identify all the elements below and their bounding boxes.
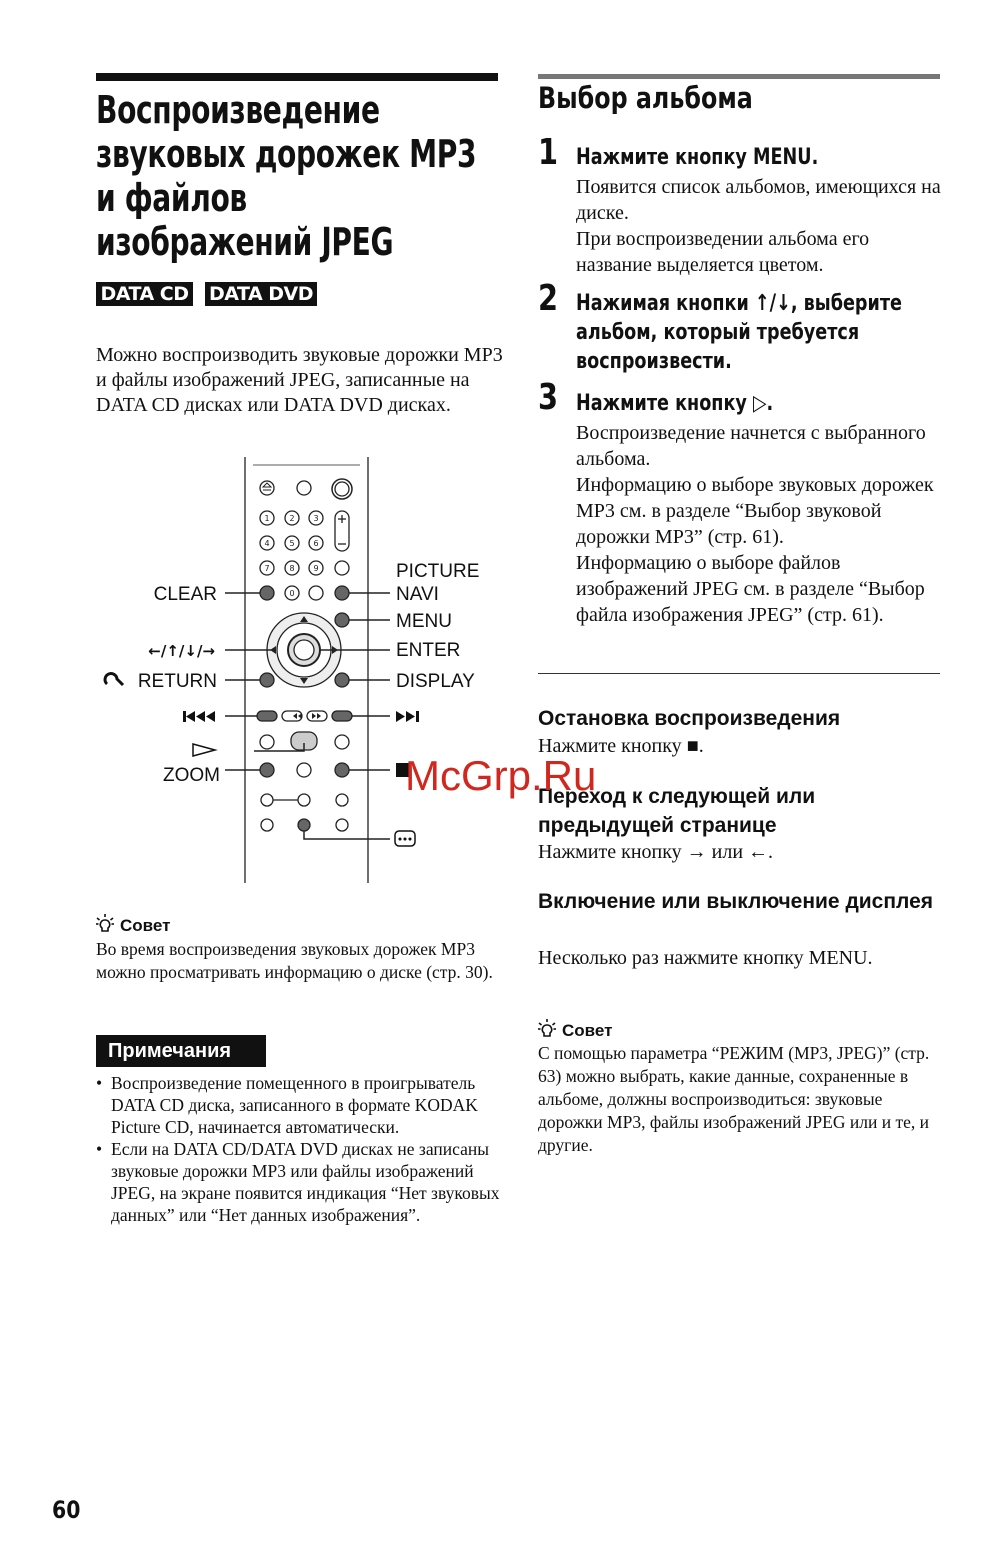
label-menu: MENU bbox=[396, 611, 452, 632]
next-track-icon bbox=[396, 711, 419, 722]
title-line: изображений JPEG bbox=[96, 220, 394, 264]
section-rule bbox=[538, 74, 940, 79]
label-enter: ENTER bbox=[396, 640, 461, 661]
tip-text: Во время воспроизведения звуковых дорожек MP3 можно просматривать информацию о диске (стр. 30). bbox=[96, 939, 493, 982]
clear-button bbox=[260, 586, 274, 600]
step-body bbox=[576, 174, 946, 278]
digit-label: 8 bbox=[289, 564, 295, 573]
watermark: McGrp.Ru bbox=[405, 752, 597, 799]
page-number: 60 bbox=[52, 1496, 81, 1524]
tip-text: С помощью параметра “РЕЖИМ (MP3, JPEG)” (стр. 63) можно выбрать, какие данные, сохраненные в альбоме, должны воспроизводиться: звуковые дорожки MP3, файлы изображений JPEG или и те, и другие. bbox=[538, 1043, 930, 1155]
step-paragraph: Воспроизведение начнется с выбранного альбома. bbox=[576, 422, 926, 470]
subsection-body-stop: Нажмите кнопку ■. bbox=[538, 735, 704, 757]
page-title bbox=[96, 88, 476, 264]
digit-label: 2 bbox=[289, 514, 295, 523]
button-circle bbox=[261, 819, 273, 831]
return-arrow-icon bbox=[105, 674, 123, 685]
digit-label: 1 bbox=[264, 514, 270, 523]
label-arrows: ←/↑/↓/→ bbox=[148, 642, 215, 660]
next-button bbox=[332, 711, 352, 721]
button-circle bbox=[335, 735, 349, 749]
display-button bbox=[335, 673, 349, 687]
tip-heading bbox=[538, 1019, 612, 1042]
badge-data-cd: DATA CD bbox=[96, 282, 193, 306]
tip-label: Совет bbox=[562, 1021, 613, 1040]
section-title: Выбор альбома bbox=[538, 81, 753, 115]
list-item: • Воспроизведение помещенного в проигрыватель DATA CD диска, записанного в формате KODAK Picture CD, начинается автоматически. bbox=[96, 1072, 501, 1138]
tip-label: Совет bbox=[120, 916, 171, 935]
step-paragraph: Информацию о выборе файлов изображений JPEG см. в разделе “Выбор файла изображения JPEG” (стр. 61). bbox=[576, 552, 925, 626]
stop-button bbox=[335, 763, 349, 777]
button-circle bbox=[298, 794, 310, 806]
step-heading-line: альбом, который требуется bbox=[576, 320, 860, 345]
notes-list bbox=[96, 1072, 501, 1226]
button-circle bbox=[297, 481, 311, 495]
digit-label: 7 bbox=[264, 564, 270, 573]
button-circle bbox=[309, 586, 323, 600]
notes-label: Примечания bbox=[96, 1035, 266, 1067]
step-paragraph: Появится список альбомов, имеющихся на диске. bbox=[576, 176, 941, 224]
play-icon bbox=[193, 744, 215, 756]
step-body bbox=[576, 420, 946, 628]
tip-heading bbox=[96, 914, 170, 937]
button-circle bbox=[335, 561, 349, 575]
subsection-heading-stop: Остановка воспроизведения bbox=[538, 707, 841, 730]
title-rule bbox=[96, 73, 498, 81]
label-navi: NAVI bbox=[396, 584, 439, 605]
title-line: звуковых дорожек MP3 bbox=[96, 132, 477, 176]
digit-label: 0 bbox=[289, 589, 295, 598]
step-heading: Нажмите кнопку MENU. bbox=[576, 145, 819, 170]
digit-label: 3 bbox=[313, 514, 319, 523]
label-clear: CLEAR bbox=[153, 584, 217, 605]
subsection-body-page: Нажмите кнопку → или ←. bbox=[538, 841, 774, 863]
subsection-body-display: Несколько раз нажмите кнопку MENU. bbox=[538, 947, 873, 969]
lightbulb-icon bbox=[538, 1019, 556, 1039]
step-heading bbox=[576, 289, 902, 376]
step-paragraph: Информацию о выборе звуковых дорожек MP3 см. в разделе “Выбор звуковой дорожки MP3” (стр. 61). bbox=[576, 474, 934, 548]
step-heading-line: Нажимая кнопки ↑/↓, выберите bbox=[576, 291, 902, 316]
prev-button bbox=[257, 711, 277, 721]
divider bbox=[538, 673, 940, 674]
subtitle-button bbox=[298, 819, 310, 831]
button-circle bbox=[336, 794, 348, 806]
button-circle bbox=[336, 819, 348, 831]
picture-navi-button bbox=[335, 586, 349, 600]
button-circle bbox=[261, 794, 273, 806]
step-number: 3 bbox=[538, 377, 559, 418]
step-paragraph: При воспроизведении альбома его название выделяется цветом. bbox=[576, 228, 870, 276]
step-heading-line: воспроизвести. bbox=[576, 349, 732, 374]
remote-control-illustration bbox=[95, 455, 505, 885]
pause-button bbox=[297, 763, 311, 777]
subsection-heading-display: Включение или выключение дисплея bbox=[538, 890, 934, 913]
digit-label: 6 bbox=[313, 539, 319, 548]
subsection-heading-page: Переход к следующей или предыдущей странице bbox=[538, 785, 816, 837]
label-return: RETURN bbox=[137, 671, 217, 692]
step-number: 2 bbox=[538, 278, 559, 319]
step-heading: Нажмите кнопку ▷. bbox=[576, 391, 774, 416]
prev-track-icon bbox=[183, 711, 215, 722]
title-line: и файлов bbox=[96, 176, 247, 220]
button-circle bbox=[260, 735, 274, 749]
zoom-button bbox=[260, 763, 274, 777]
digit-label: 4 bbox=[264, 539, 270, 548]
lightbulb-icon bbox=[96, 914, 114, 934]
label-display: DISPLAY bbox=[396, 671, 475, 692]
badge-data-dvd: DATA DVD bbox=[205, 282, 317, 306]
label-picture: PICTURE bbox=[396, 561, 480, 582]
digit-label: 9 bbox=[313, 564, 319, 573]
subtitle-icon bbox=[395, 831, 415, 846]
title-line: Воспроизведение bbox=[96, 88, 380, 132]
intro-paragraph: Можно воспроизводить звуковые дорожки MP3 и файлы изображений JPEG, записанные на DATA CD дисках или DATA DVD дисках. bbox=[96, 344, 503, 416]
step-number: 1 bbox=[538, 132, 559, 173]
label-zoom: ZOOM bbox=[163, 765, 220, 786]
menu-button bbox=[335, 613, 349, 627]
return-button bbox=[260, 673, 274, 687]
digit-label: 5 bbox=[289, 539, 295, 548]
list-item: • Если на DATA CD/DATA DVD дисках не записаны звуковые дорожки MP3 или файлы изображений JPEG, на экране появится индикация “Нет звуковых данных” или “Нет данных изображения”. bbox=[96, 1138, 501, 1226]
